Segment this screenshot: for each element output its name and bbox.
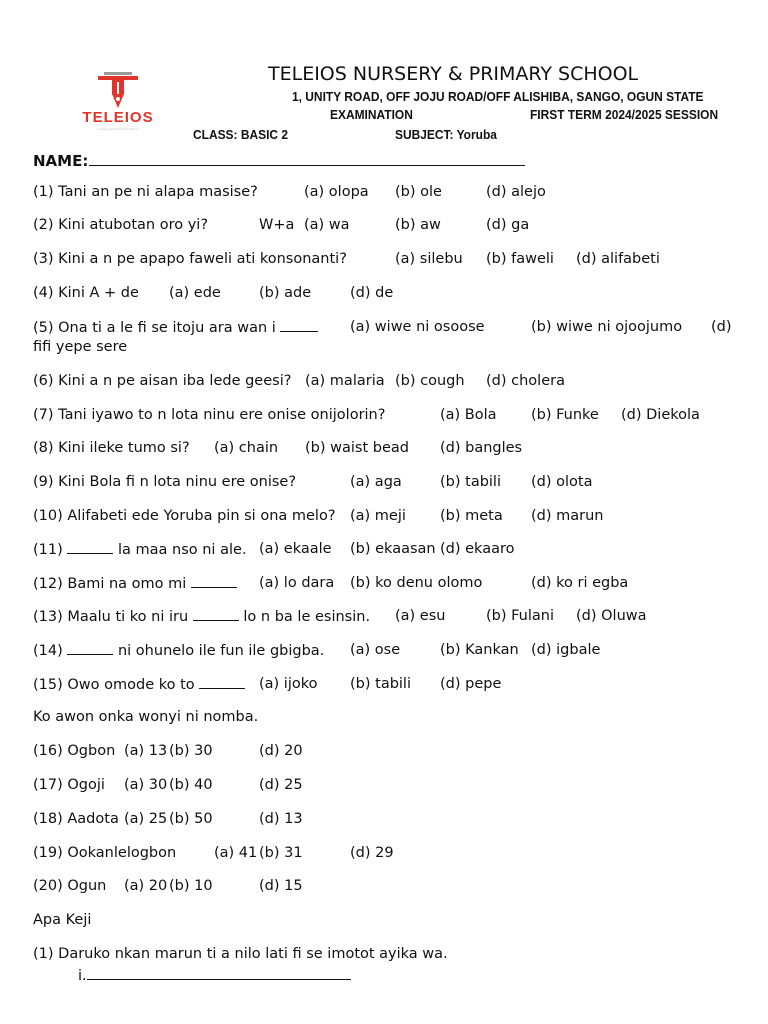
option-b: (b) 40 <box>169 777 213 793</box>
option-d: (d) ga <box>486 217 530 233</box>
option-b: (b) ko denu olomo <box>350 575 483 591</box>
answer-blank[interactable] <box>191 573 237 588</box>
question-text: (10) Alifabeti ede Yoruba pin si ona melo? <box>33 508 336 524</box>
answer-blank[interactable] <box>280 317 318 332</box>
question-text: (19) Ookanlelogbon <box>33 845 177 861</box>
section-b-title: Apa Keji <box>33 912 92 928</box>
answer-item <box>78 965 351 986</box>
option-b: (b) cough <box>395 373 465 389</box>
subject-label: SUBJECT: Yoruba <box>395 127 497 142</box>
option-b: (b) Kankan <box>440 642 519 658</box>
option-d: (d) 29 <box>350 845 394 861</box>
option-b: (b) 50 <box>169 811 213 827</box>
option-a: (a) 30 <box>124 777 168 793</box>
option-d: (d) <box>711 319 732 335</box>
option-b: (b) tabili <box>350 676 411 692</box>
option-d: (d) Oluwa <box>576 608 647 624</box>
option-a: (a) ede <box>169 285 221 301</box>
option-a: (a) wiwe ni osoose <box>350 319 485 335</box>
question-prefix: (14) <box>33 643 63 659</box>
option-a: (a) lo dara <box>259 575 335 591</box>
class-label: CLASS: BASIC 2 <box>193 127 289 142</box>
option-b: (b) Fulani <box>486 608 554 624</box>
question-text: (1) Tani an pe ni alapa masise? <box>33 184 258 200</box>
option-a: (a) olopa <box>304 184 369 200</box>
name-row <box>33 151 525 170</box>
option-d: (d) de <box>350 285 394 301</box>
option-d: (d) alejo <box>486 184 546 200</box>
question-continuation: fifi yepe sere <box>33 339 128 355</box>
option-b: (b) waist bead <box>305 440 409 456</box>
option-d: (d) 13 <box>259 811 303 827</box>
option-a: (a) 20 <box>124 878 168 894</box>
option-b: (b) ekaasan <box>350 541 436 557</box>
question-text: (17) Ogoji <box>33 777 105 793</box>
option-d: (d) olota <box>531 474 593 490</box>
option-a: (a) 41 <box>214 845 258 861</box>
question-text <box>33 573 237 594</box>
option-d: (d) Diekola <box>621 407 700 423</box>
option-b: (b) 10 <box>169 878 213 894</box>
option-a: (a) chain <box>214 440 279 456</box>
option-d: (d) cholera <box>486 373 565 389</box>
school-name: TELEIOS NURSERY & PRIMARY SCHOOL <box>268 63 639 85</box>
option-a: (a) esu <box>395 608 446 624</box>
option-b: (b) meta <box>440 508 503 524</box>
option-d: (d) alifabeti <box>576 251 660 267</box>
option-d: (d) bangles <box>440 440 523 456</box>
question-prefix: (12) Bami na omo mi <box>33 576 187 592</box>
item-label: i. <box>78 968 87 984</box>
question-prefix: (11) <box>33 542 63 558</box>
option-b: (b) 30 <box>169 743 213 759</box>
option-b: (b) wiwe ni ojoojumo <box>531 319 683 335</box>
option-d: (d) igbale <box>531 642 601 658</box>
option-d: (d) ekaaro <box>440 541 515 557</box>
question-text <box>33 640 324 661</box>
question-suffix: ni ohunelo ile fun ile gbigba. <box>117 643 325 659</box>
exam-label: EXAMINATION <box>330 107 413 122</box>
pen-logo-icon <box>94 72 142 110</box>
name-label: NAME: <box>33 152 89 170</box>
option-d: (d) pepe <box>440 676 502 692</box>
option-a: (a) 25 <box>124 811 168 827</box>
question-extra: W+a <box>259 217 295 233</box>
option-b: (b) Funke <box>531 407 599 423</box>
option-a: (a) meji <box>350 508 406 524</box>
term-label: FIRST TERM 2024/2025 SESSION <box>530 107 719 122</box>
option-b: (b) 31 <box>259 845 303 861</box>
question-text <box>33 606 370 627</box>
option-a: (a) ijoko <box>259 676 318 692</box>
question-prefix: (15) Owo omode ko to <box>33 677 195 693</box>
option-d: (d) 20 <box>259 743 303 759</box>
option-a: (a) wa <box>304 217 350 233</box>
question-text: (9) Kini Bola fi n lota ninu ere onise? <box>33 474 297 490</box>
school-logo <box>74 72 162 132</box>
option-a: (a) ose <box>350 642 401 658</box>
option-b: (b) ade <box>259 285 312 301</box>
option-b: (b) aw <box>395 217 441 233</box>
question-text <box>33 317 318 338</box>
question-text <box>33 539 247 560</box>
question-text: (18) Aadota <box>33 811 119 827</box>
name-blank[interactable] <box>89 151 525 166</box>
question-text: (4) Kini A + de <box>33 285 139 301</box>
question-text: (6) Kini a n pe aisan iba lede geesi? <box>33 373 292 389</box>
question-prefix: (13) Maalu ti ko ni iru <box>33 609 189 625</box>
option-b: (b) ole <box>395 184 442 200</box>
option-d: (d) marun <box>531 508 604 524</box>
logo-wordmark: TELEIOS <box>82 109 154 126</box>
answer-blank[interactable] <box>199 674 245 689</box>
instruction-text: Ko awon onka wonyi ni nomba. <box>33 709 259 725</box>
question-text: (3) Kini a n pe apapo faweli ati konsonanti? <box>33 251 347 267</box>
question-text <box>33 674 245 695</box>
question-text: (16) Ogbon <box>33 743 116 759</box>
question-stem: (5) Ona ti a le fi se itoju ara wan i <box>33 320 276 336</box>
option-a: (a) Bola <box>440 407 497 423</box>
question-text: (1) Daruko nkan marun ti a nilo lati fi se imotot ayika wa. <box>33 946 448 962</box>
answer-blank[interactable] <box>193 606 239 621</box>
option-d: (d) ko ri egba <box>531 575 629 591</box>
logo-tagline: nursery and primary school <box>97 127 139 131</box>
option-d: (d) 15 <box>259 878 303 894</box>
question-text: (8) Kini ileke tumo si? <box>33 440 190 456</box>
option-a: (a) 13 <box>124 743 168 759</box>
question-suffix: la maa nso ni ale. <box>117 542 247 558</box>
question-text: (7) Tani iyawo to n lota ninu ere onise onijolorin? <box>33 407 386 423</box>
option-a: (a) malaria <box>305 373 385 389</box>
question-text: (2) Kini atubotan oro yi? <box>33 217 209 233</box>
school-address: 1, UNITY ROAD, OFF JOJU ROAD/OFF ALISHIBA, SANGO, OGUN STATE <box>292 89 704 104</box>
question-text: (20) Ogun <box>33 878 107 894</box>
option-b: (b) faweli <box>486 251 554 267</box>
question-suffix: lo n ba le esinsin. <box>243 609 371 625</box>
answer-blank[interactable] <box>67 640 113 655</box>
option-a: (a) ekaale <box>259 541 332 557</box>
option-d: (d) 25 <box>259 777 303 793</box>
option-a: (a) silebu <box>395 251 463 267</box>
option-b: (b) tabili <box>440 474 501 490</box>
answer-blank[interactable] <box>67 539 113 554</box>
option-a: (a) aga <box>350 474 402 490</box>
answer-line[interactable] <box>87 965 351 980</box>
